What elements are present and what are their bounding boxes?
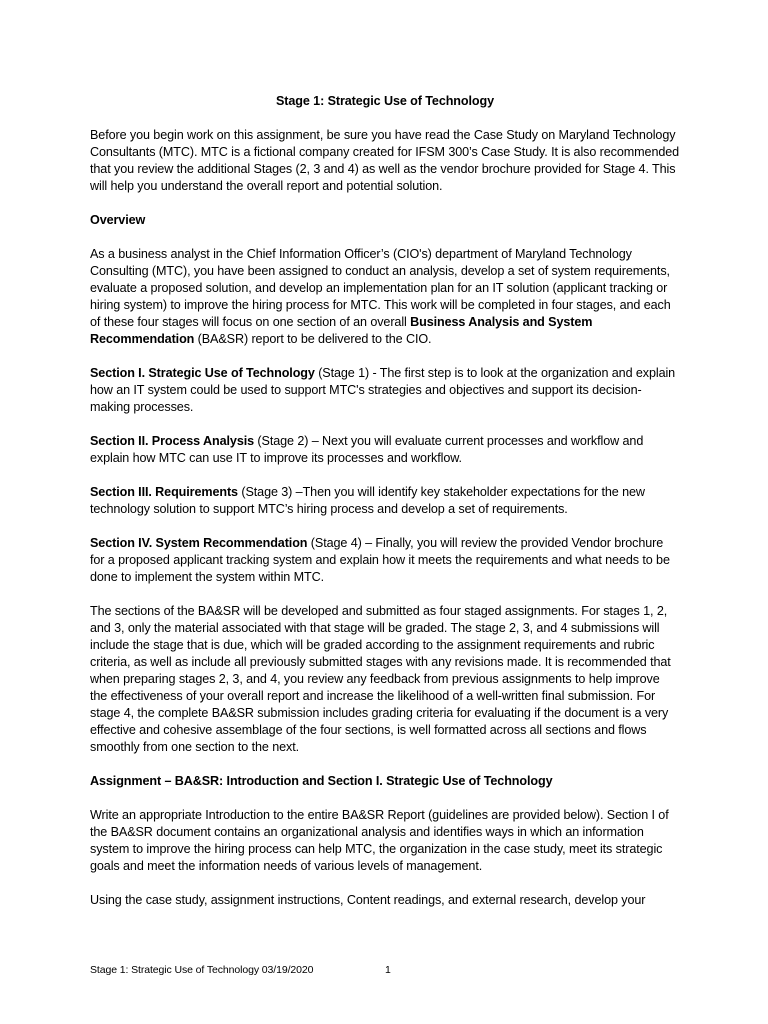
- section-3-label: Section III. Requirements: [90, 485, 238, 499]
- section-4-text: (Stage 4) – Finally, you will review the provided Vendor brochure for a proposed applicant tracking system and explain how it meets the requirements and what needs to be done to implement the system within MTC.: [90, 536, 670, 584]
- section-1-label: Section I. Strategic Use of Technology: [90, 366, 315, 380]
- section-2-paragraph: [90, 433, 680, 467]
- overview-tail-text: (BA&SR) report to be delivered to the CIO.: [194, 332, 432, 346]
- assignment-heading: Assignment – BA&SR: Introduction and Section I. Strategic Use of Technology: [90, 774, 553, 788]
- staged-paragraph: The sections of the BA&SR will be developed and submitted as four staged assignments. For stages 1, 2, and 3, only the material associated with that stage will be graded. The stage 2, 3, and 4 submissions will include the stage that is due, which will be graded according to the assignment requirements and rubric criteria, as well as include all previously submitted stages with any revisions made. It is recommended that when preparing stages 2, 3, and 4, you review any feedback from previous assignments to help improve the effectiveness of your overall report and increase the likelihood of a well-written final submission. For stage 4, the complete BA&SR submission includes grading criteria for evaluating if the document is a very effective and cohesive assemblage of the four sections, is well formatted across all sections and flows smoothly from one section to the next.: [90, 604, 671, 754]
- section-4-paragraph: [90, 535, 680, 586]
- document-body: [90, 93, 680, 926]
- section-4-label: Section IV. System Recommendation: [90, 536, 308, 550]
- section-1-paragraph: [90, 365, 680, 416]
- section-3-text: (Stage 3) –Then you will identify key stakeholder expectations for the new technology solution to support MTC’s hiring process and develop a set of requirements.: [90, 485, 645, 516]
- final-paragraph: Using the case study, assignment instructions, Content readings, and external research, develop your: [90, 893, 646, 907]
- section-3-paragraph: [90, 484, 680, 518]
- intro-paragraph: Before you begin work on this assignment, be sure you have read the Case Study on Maryland Technology Consultants (MTC). MTC is a fictional company created for IFSM 300’s Case Study. It is also recommended that you review the additional Stages (2, 3 and 4) as well as the vendor brochure provided for Stage 4. This will help you understand the overall report and potential solution.: [90, 128, 680, 193]
- section-2-label: Section II. Process Analysis: [90, 434, 255, 448]
- assignment-paragraph: Write an appropriate Introduction to the entire BA&SR Report (guidelines are provided below). Section I of the BA&SR document contains an organizational analysis and identifies ways in which an information system to improve the hiring process can help MTC, the organization in the case study, meet its strategic goals and meet the information needs of various levels of management.: [90, 808, 669, 873]
- overview-heading: Overview: [90, 213, 146, 227]
- section-1-text: (Stage 1) - The first step is to look at the organization and explain how an IT system could be used to support MTC's strategies and objectives and support its decision-making processes.: [90, 366, 676, 414]
- overview-paragraph: [90, 246, 680, 348]
- page-number: 1: [385, 964, 391, 976]
- overview-bold-text: Business Analysis and System Recommendation: [90, 315, 593, 346]
- footer-text: Stage 1: Strategic Use of Technology 03/19/2020: [90, 964, 314, 976]
- overview-text: As a business analyst in the Chief Information Officer’s (CIO's) department of Maryland Technology Consulting (MTC), you have been assigned to conduct an analysis, develop a set of system requirements, evaluate a proposed solution, and develop an implementation plan for an IT solution (applicant tracking or hiring system) to improve the hiring process for MTC. This work will be completed in four stages, and each of these four stages will focus on one section of an overall: [90, 247, 671, 329]
- section-2-text: (Stage 2) – Next you will evaluate current processes and workflow and explain how MTC can use IT to improve its processes and workflow.: [90, 434, 644, 465]
- page-title: Stage 1: Strategic Use of Technology: [275, 94, 494, 108]
